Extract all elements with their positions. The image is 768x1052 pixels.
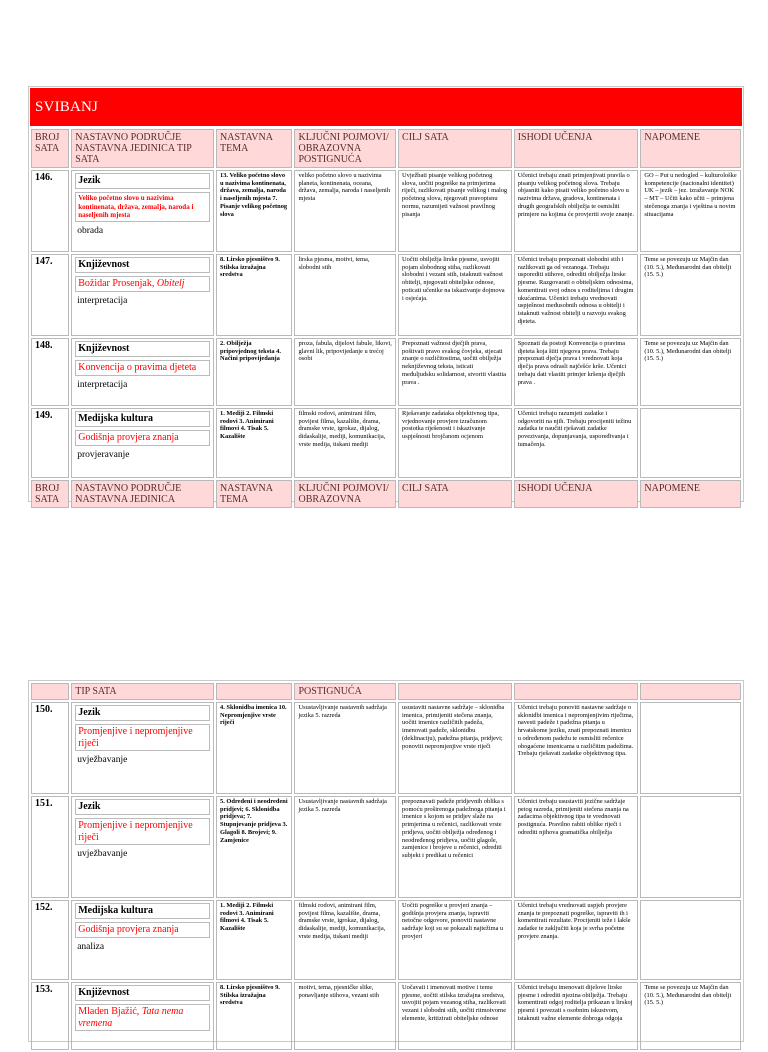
lesson-unit-text: Promjenjive i nepromjenjive riječi [78,820,193,843]
topic-cell: 8. Lirsko pjesništvo 9. Stilska izražajna sredstva [216,254,292,336]
notes-cell: Teme se povezuju uz Majčin dan (10. 5.), Međunarodni dan obitelji (15. 5.) [640,254,741,336]
notes-cell: Teme se povezuju uz Majčin dan (10. 5.), Međunarodni dan obitelji (15. 5.) [640,982,741,1050]
subject-area: Jezik [75,705,210,721]
learning-outcomes-cell: Učenici trebaju imenovati dijelove lirske pjesme i odrediti njezina obilježja. Trebaju komentirati odgoj roditelja prikazan u lirskoj pjesmi i povezati s osobnim iskustvom, istaknuti važne elemente dobroga odgoja [514,982,639,1050]
lesson-area-cell [71,982,214,1050]
lesson-row [31,254,741,336]
lesson-number: 150. [31,702,69,794]
lesson-row [31,702,741,794]
topic-cell: 2. Obilježja pripovjednog teksta 4. Načini pripovijedanja [216,338,292,406]
subject-area: Jezik [75,799,210,815]
lesson-number: 148. [31,338,69,406]
header-cilj: CILJ SATA [398,480,512,508]
lesson-goal-cell: prepoznavati padeže pridjevnih oblika s pomoću proširenoga padežnoga pitanja i imenice s kojom se pridjev slaže na primjerima u rečenici, razlikovati vrste pridjeva, uočiti obilježja određenog i neodređenog pridjeva, uočiti glagole, zamjenice i brojeve u rečenici, odrediti subjekt i predikat u rečenici [398,796,512,898]
lesson-type: obrada [77,225,104,236]
learning-outcomes-cell: Učenici trebaju usustaviti jezične sadržaje petog razreda, primijeniti stečena znanja na zadacima objektivnog tipa te vrednovati postignuća. Pravilno rabiti oblike riječi i odrediti njihova gramatička obilježja [514,796,639,898]
key-concepts-cell: filmski rodovi, animirani film, povijest filma, kazalište, drama, dramske vrste, igrokaz, dijalog, didaskalije, mediji, komunikacija, vrste medija, tiskani mediji [294,900,396,980]
header-napomene: NAPOMENE [640,129,741,168]
notes-cell [640,796,741,898]
lesson-unit-text: Godišnja provjera znanja [78,924,179,935]
lesson-unit [75,430,210,446]
lesson-unit-title: Tata nema vremena [78,1006,184,1029]
lesson-type: provjeravanje [77,449,130,460]
lesson-goal-cell: Prepoznati važnost dječjih prava, poštivati pravo svakog čovjeka, stjecati znanje o različitostima, uočiti obilježja neknjiževnog teksta, isticati međuljudsku solidarnost, stvoriti vlastita prava . [398,338,512,406]
lesson-area-cell [71,408,214,478]
subject-area: Književnost [75,341,210,357]
subject-area: Medijska kultura [75,903,210,919]
key-concepts-cell: lirska pjesma, motivi, tema, slobodni stih [294,254,396,336]
key-concepts-cell: veliko početno slovo u nazivima planeta, kontinenata, oceana, država, zemalja, naroda i naseljenih mjesta [294,170,396,252]
subject-area: Književnost [75,985,210,1001]
lesson-unit-title: Obitelj [156,278,185,289]
lesson-number: 149. [31,408,69,478]
may-plan-table-part-2 [28,680,744,1042]
lesson-area-cell [71,702,214,794]
lesson-type [75,1034,210,1036]
lesson-number: 153. [31,982,69,1050]
header-podrucje: NASTAVNO PODRUČJE NASTAVNA JEDINICA [71,480,214,508]
notes-cell [640,702,741,794]
lesson-area-cell [71,254,214,336]
notes-cell [640,900,741,980]
lesson-unit [75,360,210,376]
lesson-goal-cell: Uvježbati pisanje velikog početnog slova, uočiti pogreške na primjerima riječi, razlikovati pisanje velikog i malog početnog slova, njegovati pravopisnu normu, razumijeti važnost pravilnog pisanja [398,170,512,252]
subject-area: Književnost [75,257,210,273]
header-tema: NASTAVNA TEMA [216,480,292,508]
lesson-goal-cell: Uočiti pogreške u provjeri znanja – godišnja provjera znanja, ispraviti netočne odgovore, ponoviti nastavne sadržaje koji su se pokazali najtežima u provjeri [398,900,512,980]
lesson-number: 147. [31,254,69,336]
notes-cell [640,408,741,478]
lesson-row [31,408,741,478]
topic-cell: 8. Lirsko pjesništvo 9. Stilska izražajna sredstva [216,982,292,1050]
learning-outcomes-cell: Spoznati da postoji Konvencija o pravima djeteta koja štiti njegova prava. Trebaju prepoznati dječja prava i vrednovati koja dječja prava odrasli najčešće krše. Učenici trebaju dati vlastiti primjer kršenja dječjih prava . [514,338,639,406]
header-row [31,129,741,168]
lesson-row [31,796,741,898]
lesson-area-cell [71,170,214,252]
lesson-number: 152. [31,900,69,980]
may-plan-table-part-1 [28,86,744,505]
topic-cell: 1. Mediji 2. Filmski rodovi 3. Animirani filmovi 4. Tisak 5. Kazalište [216,408,292,478]
plan-table-2 [29,681,743,1052]
learning-outcomes-cell: Učenici trebaju znati primjenjivati pravila o pisanju velikog početnog slova. Trebaju objasniti kako pisati veliko početno slovo u nazivima država, gradova, kontinenata i drugih geografskih obilježja te osmisliti primjere na kojima će provjeriti svoje znanje. [514,170,639,252]
topic-cell: 5. Određeni i neodređeni pridjevi; 6. Sklonidba pridjeva; 7. Stupnjevanje pridjeva 3. Glagoli 8. Brojevi; 9. Zamjenice [216,796,292,898]
lesson-unit [75,724,210,751]
header-postignuca: POSTIGNUĆA [294,683,396,700]
learning-outcomes-cell: Učenici trebaju vrednovati uspjeh provjere znanja te prepoznati pogreške, ispraviti ih i komentirati rezultate. Procijeniti teže i lakše zadatke te zaključiti koja je svrha početne provjere znanja. [514,900,639,980]
lesson-area-cell [71,338,214,406]
lesson-unit-text: Božidar Prosenjak, [78,278,157,289]
key-concepts-cell: filmski rodovi, animirani film, povijest filma, kazalište, drama, dramske vrste, igrokaz, dijalog, didaskalije, mediji, komunikacija, vrste medija, tiskani mediji [294,408,396,478]
lesson-goal-cell: Uočavati i imenovati motive i temu pjesme, uočiti stilska izražajna sredstva, usvojiti pojam vezanog stiha, razlikovati vezani i slobodni stih, uočiti ritmotvorne elemente, kritizirati obiteljske odnose [398,982,512,1050]
topic-cell: 1. Mediji 2. Filmski rodovi 3. Animirani filmovi 4. Tisak 5. Kazalište [216,900,292,980]
lesson-type: interpretacija [77,295,128,306]
lesson-type: uvježbavanje [77,849,128,859]
lesson-unit [75,276,210,292]
month-banner [30,88,742,126]
header-pojmovi: KLJUČNI POJMOVI/ OBRAZOVNA [294,480,396,508]
learning-outcomes-cell: Učenici trebaju ponoviti nastavne sadržaje o sklonidbi imenica i nepromjenjivim riječima, navesti padeže i padežna pitanja u hrvatskome jeziku, znati prepoznati imenicu u određenom padežu te osmisliti rečenice obogaćene imenicama u različitim padežima. Trebaju rješavati zadatke objektivnog tipa. [514,702,639,794]
lesson-unit-text: Mladen Bjažić, [78,1006,142,1017]
header-tema: NASTAVNA TEMA [216,129,292,168]
notes-cell: Teme se povezuju uz Majčin dan (10. 5.), Međunarodni dan obitelji (15. 5.) [640,338,741,406]
lesson-number: 151. [31,796,69,898]
header-ishodi: ISHODI UČENJA [514,129,639,168]
header-pojmovi: KLJUČNI POJMOVI/ OBRAZOVNA POSTIGNUĆA [294,129,396,168]
lesson-unit [75,192,210,222]
header-broj-sata: BROJ SATA [31,129,69,168]
header-broj-sata: BROJ SATA [31,480,69,508]
lesson-goal-cell: Uočiti obilježja lirske pjesme, usvojiti pojam slobodnog stiha, razlikovati slobodni i vezani stih, istaknuti važnost obitelji, njegovati obiteljske odnose, poticati učenike na iskazivanje dojmova i osjećaja. [398,254,512,336]
lesson-row [31,900,741,980]
learning-outcomes-cell: Učenici trebaju prepoznati slobodni stih i razlikovati ga od vezanoga. Trebaju usporediti stihove, odrediti obilježja lirske pjesme. Razgovarati o obiteljskim odnosima, komentirati svoj odnos s roditeljima i drugim ukućanima. Učenici trebaju vrednovati uspješnost međusobnih odnosa u obitelji i istaknuti važnost obitelji u razvoju svakog djeteta. [514,254,639,336]
lesson-unit [75,922,210,938]
topic-cell: 13. Veliko početno slovo u nazivima kontinenata, država, zemalja, naroda i naseljenih mjesta 7. Pisanje velikog početnog slova [216,170,292,252]
lesson-type: analiza [77,941,105,952]
lesson-unit-text: Veliko početno slovo u nazivima kontinenata, država, zemalja, naroda i naseljenih mjesta [78,194,194,220]
key-concepts-cell: Usustavljivanje nastavnih sadržaja jezika 5. razreda [294,702,396,794]
key-concepts-cell: Usustavljivanje nastavnih sadržaja jezika 5. razreda [294,796,396,898]
plan-table-1 [29,127,743,510]
lesson-type: interpretacija [77,379,128,390]
lesson-row [31,338,741,406]
notes-cell: GO – Put u nedogled – kulturološke kompetencije (nacionalni identitet) UK – jezik – jez. izražavanje NOK – MT – Učiti kako učiti – primjena stečenoga znanja i vještina u novim situacijama [640,170,741,252]
lesson-unit-text: Promjenjive i nepromjenjive riječi [78,726,193,749]
header-ishodi: ISHODI UČENJA [514,480,639,508]
lesson-unit-text: Konvencija o pravima djeteta [78,362,197,373]
lesson-row [31,982,741,1050]
header-tip-sata: TIP SATA [71,683,214,700]
header-cilj: CILJ SATA [398,129,512,168]
subject-area: Medijska kultura [75,411,210,427]
subject-area: Jezik [75,173,210,189]
month-title: SVIBANJ [35,98,99,115]
key-concepts-cell: proza, fabula, dijelovi fabule, likovi, glavni lik, pripovijedanje u trećoj osobi [294,338,396,406]
lesson-goal-cell: usustaviti nastavne sadržaje – sklonidba imenica, primijeniti stečena znanja, uočiti imenice različitih padeža, imenovati padeže, sklonidbu (deklinaciju), padežna pitanja, pridjevi; ponoviti nepromjenjive vrste riječi [398,702,512,794]
lesson-goal-cell: Rješavanje zadataka objektivnog tipa, vrjednovanje provjere izračunom postotka riješenosti i iskazivanje uspješnosti brojčanom ocjenom [398,408,512,478]
topic-cell: 4. Sklonidba imenica 10. Nepromjenjive vrste riječi [216,702,292,794]
lesson-unit [75,818,210,845]
learning-outcomes-cell: Učenici trebaju razumjeti zadatke i odgovoriti na njih. Trebaju procijeniti težinu zadatka te naučiti rješavati zadatke povezivanja, dopunjavanja, uspoređivanja i tumačenja. [514,408,639,478]
key-concepts-cell: motivi, tema, pjesničke slike, ponavljanje stihova, vezani stih [294,982,396,1050]
lesson-area-cell [71,900,214,980]
lesson-number: 146. [31,170,69,252]
header-podrucje: NASTAVNO PODRUČJE NASTAVNA JEDINICA TIP SATA [71,129,214,168]
lesson-row [31,170,741,252]
header-napomene: NAPOMENE [640,480,741,508]
lesson-area-cell [71,796,214,898]
continued-header-row [31,683,741,700]
lesson-unit [75,1004,210,1031]
repeat-header-row [31,480,741,508]
lesson-type: uvježbavanje [77,755,128,765]
lesson-unit-text: Godišnja provjera znanja [78,432,179,443]
